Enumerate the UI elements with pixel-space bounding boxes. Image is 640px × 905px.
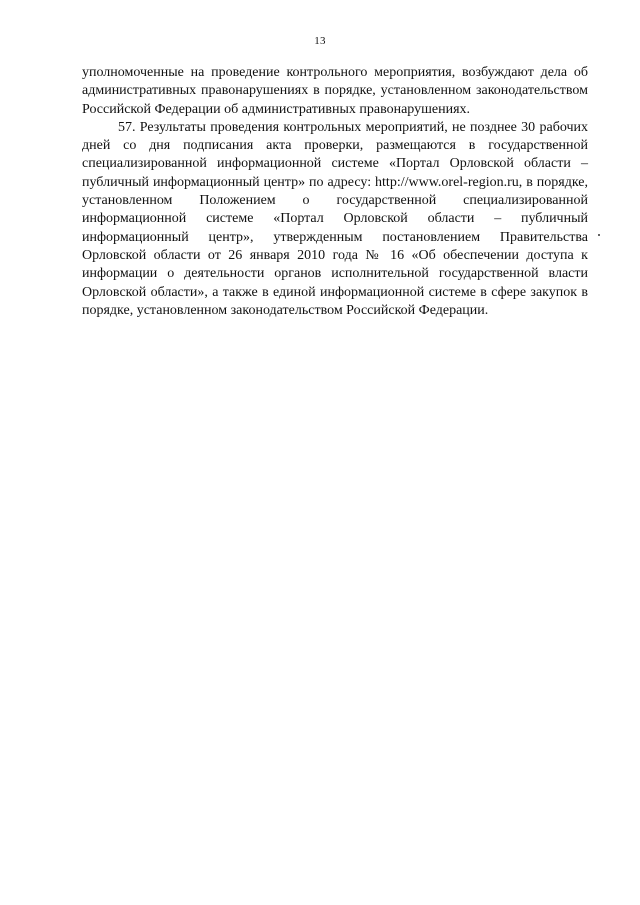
document-body <box>82 64 588 320</box>
page-number: 13 <box>314 35 326 47</box>
scan-speck <box>598 234 600 236</box>
paragraph-item-57: 57. Результаты проведения контрольных мероприятий, не позднее 30 рабочих дней со дня подписания акта проверки, размещаются в государственной специализированной информационной системе «Портал Орловской области – публичный информационный центр» по адресу: http://www.orel-region.ru, в порядке, установленном Положением о государственной специализированной информационной системе «Портал Орловской области – публичный информационный центр», утвержденным постановлением Правительства Орловской области от 26 января 2010 года № 16 «Об обеспечении доступа к информации о деятельности органов исполнительной государственной власти Орловской области», а также в единой информационной системе в сфере закупок в порядке, установленном законодательством Российской Федерации. <box>82 119 588 318</box>
paragraph-continuation: уполномоченные на проведение контрольного мероприятия, возбуждают дела об административных правонарушениях в порядке, установленном законодательством Российской Федерации об административных правонарушениях. <box>82 65 588 117</box>
